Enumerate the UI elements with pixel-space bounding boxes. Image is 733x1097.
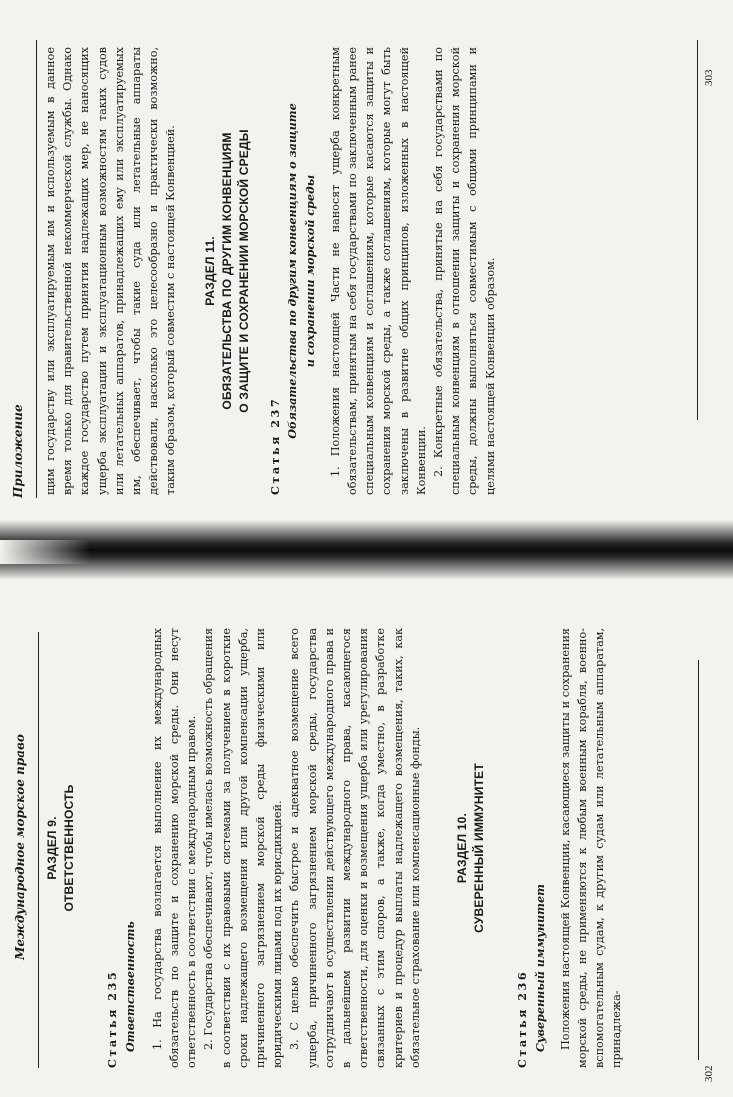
book-binding-shadow bbox=[0, 520, 733, 580]
section-11-number: РАЗДЕЛ 11. bbox=[202, 236, 217, 306]
article-237-heading: Статья 237 bbox=[268, 396, 283, 495]
page-number-303: 303 bbox=[703, 69, 715, 86]
section-9-number: РАЗДЕЛ 9. bbox=[45, 816, 59, 880]
article-235-subtitle: Ответственность bbox=[122, 921, 137, 1052]
top-page-header bbox=[10, 38, 27, 498]
article-237-subtitle-1: Обязательства по другим конвенциям о защите bbox=[285, 103, 300, 439]
running-header: Международное морское право bbox=[13, 734, 27, 960]
article-236-subtitle: Суверенный иммунитет bbox=[532, 884, 547, 1052]
top-page-text bbox=[42, 47, 499, 495]
article-236-heading: Статья 236 bbox=[515, 969, 530, 1068]
binding-fade bbox=[0, 540, 90, 564]
article-237-paragraph-2: 2. Конкретные обязательства, принятые на себя государствами по специальным конвенциям в отношении защиты и сохранения морской среды, должны выполняться совместимым с общими принципами и целями настоящей Конвенции образом. bbox=[432, 47, 497, 495]
footer-rule bbox=[697, 40, 698, 420]
article-235-paragraph-2: 2. Государства обеспечивают, чтобы имелась возможность обращения в соответствии с их правовыми системами за получением в короткие сроки надлежащего возмещения или другой компенсации ущерба, причиненного загрязнением морской среды физическими или юридическими лицами под их юрисдикцией. bbox=[202, 628, 285, 1068]
section-10-number: РАЗДЕЛ 10. bbox=[455, 812, 470, 884]
article-237-subtitle-2: и сохранении морской среды bbox=[302, 174, 317, 368]
page-number-302: 302 bbox=[703, 1065, 715, 1082]
article-235-heading: Статья 235 bbox=[105, 969, 120, 1068]
bottom-page-header bbox=[12, 632, 29, 1062]
article-235-paragraph-3: 3. С целью обеспечить быстрое и адекватное возмещение всего ущерба, причиненного загрязнением морской среды, государства сотрудничают в осуществлении действующего международного права и в дальнейшем развитии международного права, касающегося ответственности, для оценки и возмещения ущерба или урегулирования связанных с этим споров, а также, когда уместно, в разработке критериев и процедур выплаты надлежащего возмещения, таких, как обязательное страхование или компенсационные фонды. bbox=[288, 628, 422, 1068]
header-rule bbox=[36, 40, 37, 498]
continuation-paragraph: щим государству или эксплуатируемым им и используемым в данное время только для правительственной некоммерческой службы. Однако каждое государство путем принятия надлежащих мер, не наносящих ущерба эксплуатации и эксплуатационным возможностям таких судов или летательных аппаратов, принадлежащих ему или эксплуатируемых им, обеспечивает, чтобы такие суда или летательные аппараты действовали, насколько это целесообразно и практически возможно, таким образом, который совместим с настоящей Конвенцией. bbox=[44, 47, 178, 495]
section-11-title-line1: ОБЯЗАТЕЛЬСТВА ПО ДРУГИМ КОНВЕНЦИЯМ bbox=[219, 132, 234, 410]
header-rule bbox=[38, 632, 39, 1068]
article-235-paragraph-1: 1. На государства возлагается выполнение их международных обязательств по защите и сохранению морской среды. Они несут ответственность в соответствии с международным правом. bbox=[150, 628, 199, 1068]
article-236-paragraph: Положения настоящей Конвенции, касающиеся защиты и сохранения морской среды, не применяются к любым военным корабля, военно-вспомогательным судам, к другим судам или летательным аппаратам, принадлежа- bbox=[558, 628, 624, 1068]
section-9-title: ОТВЕТСТВЕННОСТЬ bbox=[62, 784, 77, 912]
running-header: Приложение bbox=[11, 404, 25, 498]
footer-rule bbox=[698, 660, 699, 1060]
bottom-page-text bbox=[44, 628, 626, 1068]
section-10-title: СУВЕРЕННЫЙ ИММУНИТЕТ bbox=[472, 763, 487, 933]
section-11-title-line2: О ЗАЩИТЕ И СОХРАНЕНИИ МОРСКОЙ СРЕДЫ bbox=[237, 129, 252, 413]
article-237-paragraph-1: 1. Положения настоящей Части не наносят ущерба конкретным обязательствам, принятым на себя государствами по заключенным ранее специальным конвенциям и соглашениям, которые касаются защиты и сохранения морской среды, а также соглашениям, которые могут быть заключены в развитие общих принципов, изложенных в настоящей Конвенции. bbox=[328, 47, 428, 495]
